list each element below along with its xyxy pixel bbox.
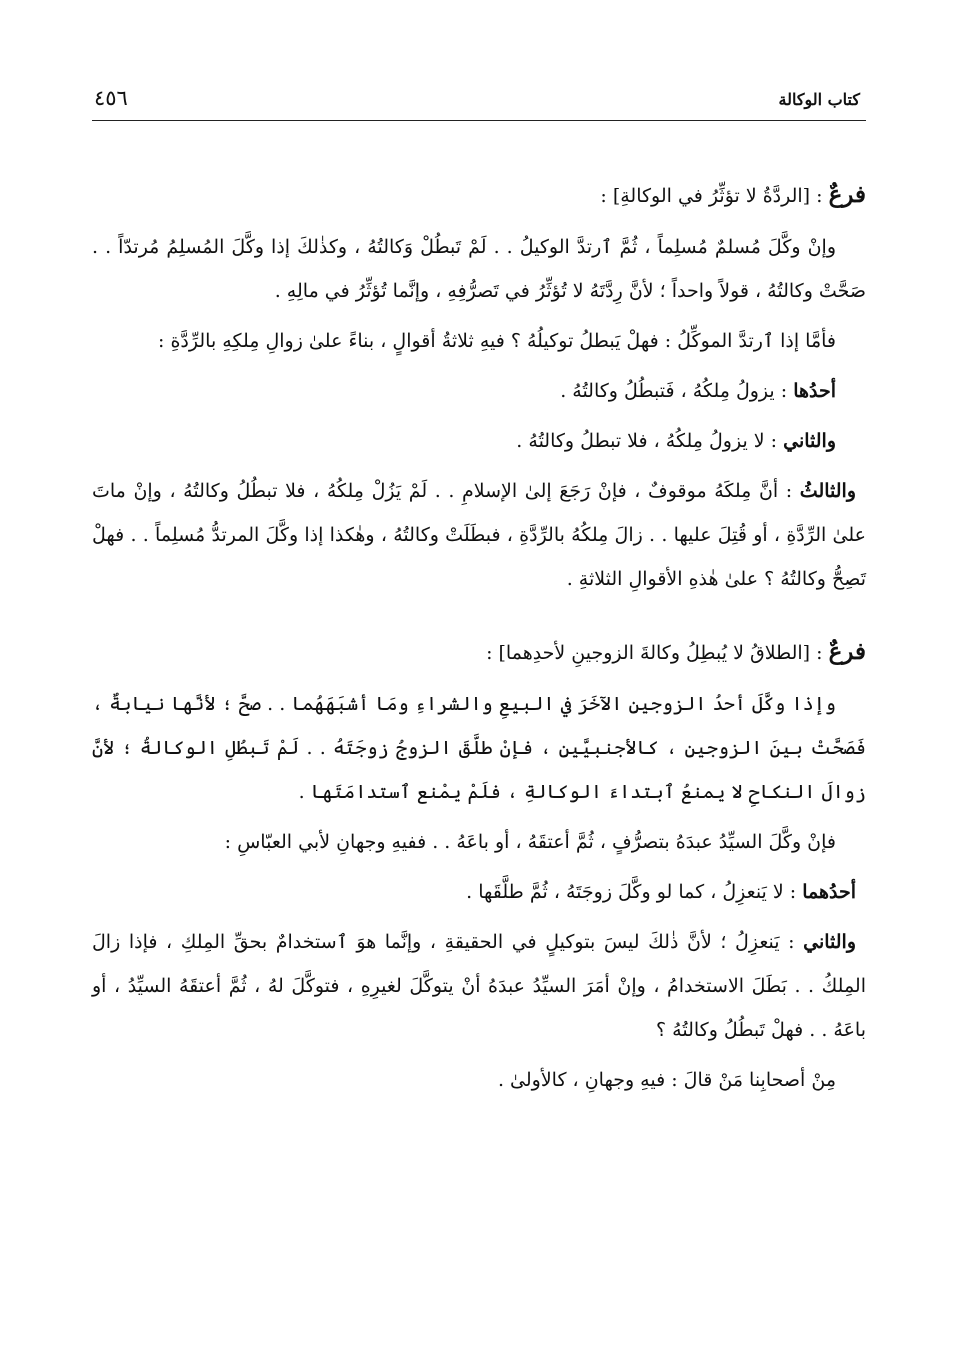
section-heading-2 xyxy=(92,637,866,668)
opinion-item xyxy=(92,920,866,1052)
opinion-label: والثاني xyxy=(803,931,856,953)
page-body xyxy=(92,180,866,1108)
opinion-label: والثالثُ xyxy=(799,480,856,502)
paragraph: وإذا وكَّلَ أحدُ الزوجينِ الآخَرَ في البيعِ والشراءِ ومَا أشبَهَهُما . . صحَّ ؛ لأنَّها نيابةٌ ، فَصَحَّتْ بينَ الزوجينِ ، كالأجنبيَّينِ ، فإنْ طلَّقَ الزوجُ زوجَتَهُ . . لَمْ تَبطُلِ الوكالةُ ؛ لأنَّ زوالَ النكاحِ لا يمنعُ ٱبتداءَ الوكالةِ ، فلَمْ يمْنع ٱستدامَتَها . xyxy=(92,693,866,803)
opinion-label: والثاني xyxy=(783,430,836,452)
section-heading-1 xyxy=(92,180,866,211)
opinion-item xyxy=(92,870,866,914)
paragraph: فأمَّا إذا ٱرتدَّ الموكِّلُ : فهلْ يَبطلُ توكيلُهُ ؟ فيهِ ثلاثةُ أقوالٍ ، بناءً علىٰ زوالِ مِلكِهِ بالرِّدَّةِ : xyxy=(158,330,836,352)
section-label: فرعٌ xyxy=(828,638,866,665)
book-title: كتاب الوكالة xyxy=(778,90,860,109)
opinion-text: : يزولُ مِلكُهُ ، فَتبطُلُ وكالتُهُ . xyxy=(560,380,794,402)
section-title: : [الطلاقُ لا يُبطِلُ وكالةَ الزوجينِ لأحدِهما] : xyxy=(486,642,829,664)
opinion-item xyxy=(92,419,866,463)
opinion-item xyxy=(92,469,866,601)
opinion-text: : لا يزولُ مِلكُهُ ، فلا تبطلُ وكالتُهُ . xyxy=(516,430,784,452)
section-title: : [الردَّةُ لا تؤثِّرُ في الوكالةِ] : xyxy=(600,185,829,207)
paragraph: فإنْ وكَّلَ السيِّدُ عبدَهُ بتصرُّفٍ ، ثُمَّ أعتقَهُ ، أو باعَهُ . . ففيهِ وجهانِ لأبي العبّاسِ : xyxy=(224,831,836,853)
paragraph: مِنْ أصحابِنا مَنْ قالَ : فيهِ وجهانِ ، كالأولىٰ . xyxy=(497,1069,836,1091)
opinion-text: : أنَّ مِلكَهُ موقوفٌ ، فإنْ رَجَعَ إلىٰ الإسلامِ . . لَمْ يَزُلْ مِلكُهُ ، فلا تبطُلُ وكالتُهُ ، وإنْ ماتَ علىٰ الرِّدَّةِ ، أو قُتِلَ عليها . . زالَ مِلكُهُ بالرِّدَّةِ ، فبطَلَتْ وكالتُهُ ، وهٰكذا إذا وكَّلَ المرتدُّ مُسلِماً . . فهلْ تَصِحُّ وكالتُهُ ؟ علىٰ هٰذهِ الأقوالِ الثلاثةِ . xyxy=(92,480,866,590)
page-number: ٤٥٦ xyxy=(94,86,128,110)
opinion-text: : يَنعزِلُ ؛ لأنَّ ذٰلكَ ليسَ بتوكيلٍ في الحقيقةِ ، وإنَّما هوَ ٱستخدامٌ بحقِّ المِلكِ ، فإذا زالَ المِلكُ . . بَطَلَ الاستخدامُ ، وإنْ أمَرَ السيِّدُ عبدَهُ أنْ يتوكَّلَ لغيرِهِ ، فتوكَّلَ لهُ ، ثُمَّ أعتقَهُ السيِّدُ ، أو باعَهُ . . فهلْ تَبطُلُ وكالتُهُ ؟ xyxy=(92,931,866,1041)
opinion-label: أحدُهما xyxy=(802,881,856,903)
paragraph: وإنْ وكَّلَ مُسلمٌ مُسلِماً ، ثُمَّ ٱرتدَّ الوكيلُ . . لَمْ تَبطُلْ وَكالتُهُ ، وكذٰلكَ إذا وكَّلَ المُسلِمُ مُرتدّاً . . صَحَّتْ وكالتُهُ ، قولاً واحداً ؛ لأنَّ رِدَّتَهُ لا تُؤثِّرُ في تَصرُّفِهِ ، وإنَّما تُؤثِّرُ في مالِهِ . xyxy=(92,236,866,302)
opinion-label: أحدُها xyxy=(793,380,836,402)
running-header xyxy=(92,82,866,121)
opinion-item xyxy=(92,369,866,413)
opinion-text: : لا يَنعزِلُ ، كما لو وكَّلَ زوجَتَهُ ، ثُمَّ طلَّقَها . xyxy=(466,881,803,903)
section-gap xyxy=(92,607,866,637)
section-label: فرعٌ xyxy=(828,181,866,208)
